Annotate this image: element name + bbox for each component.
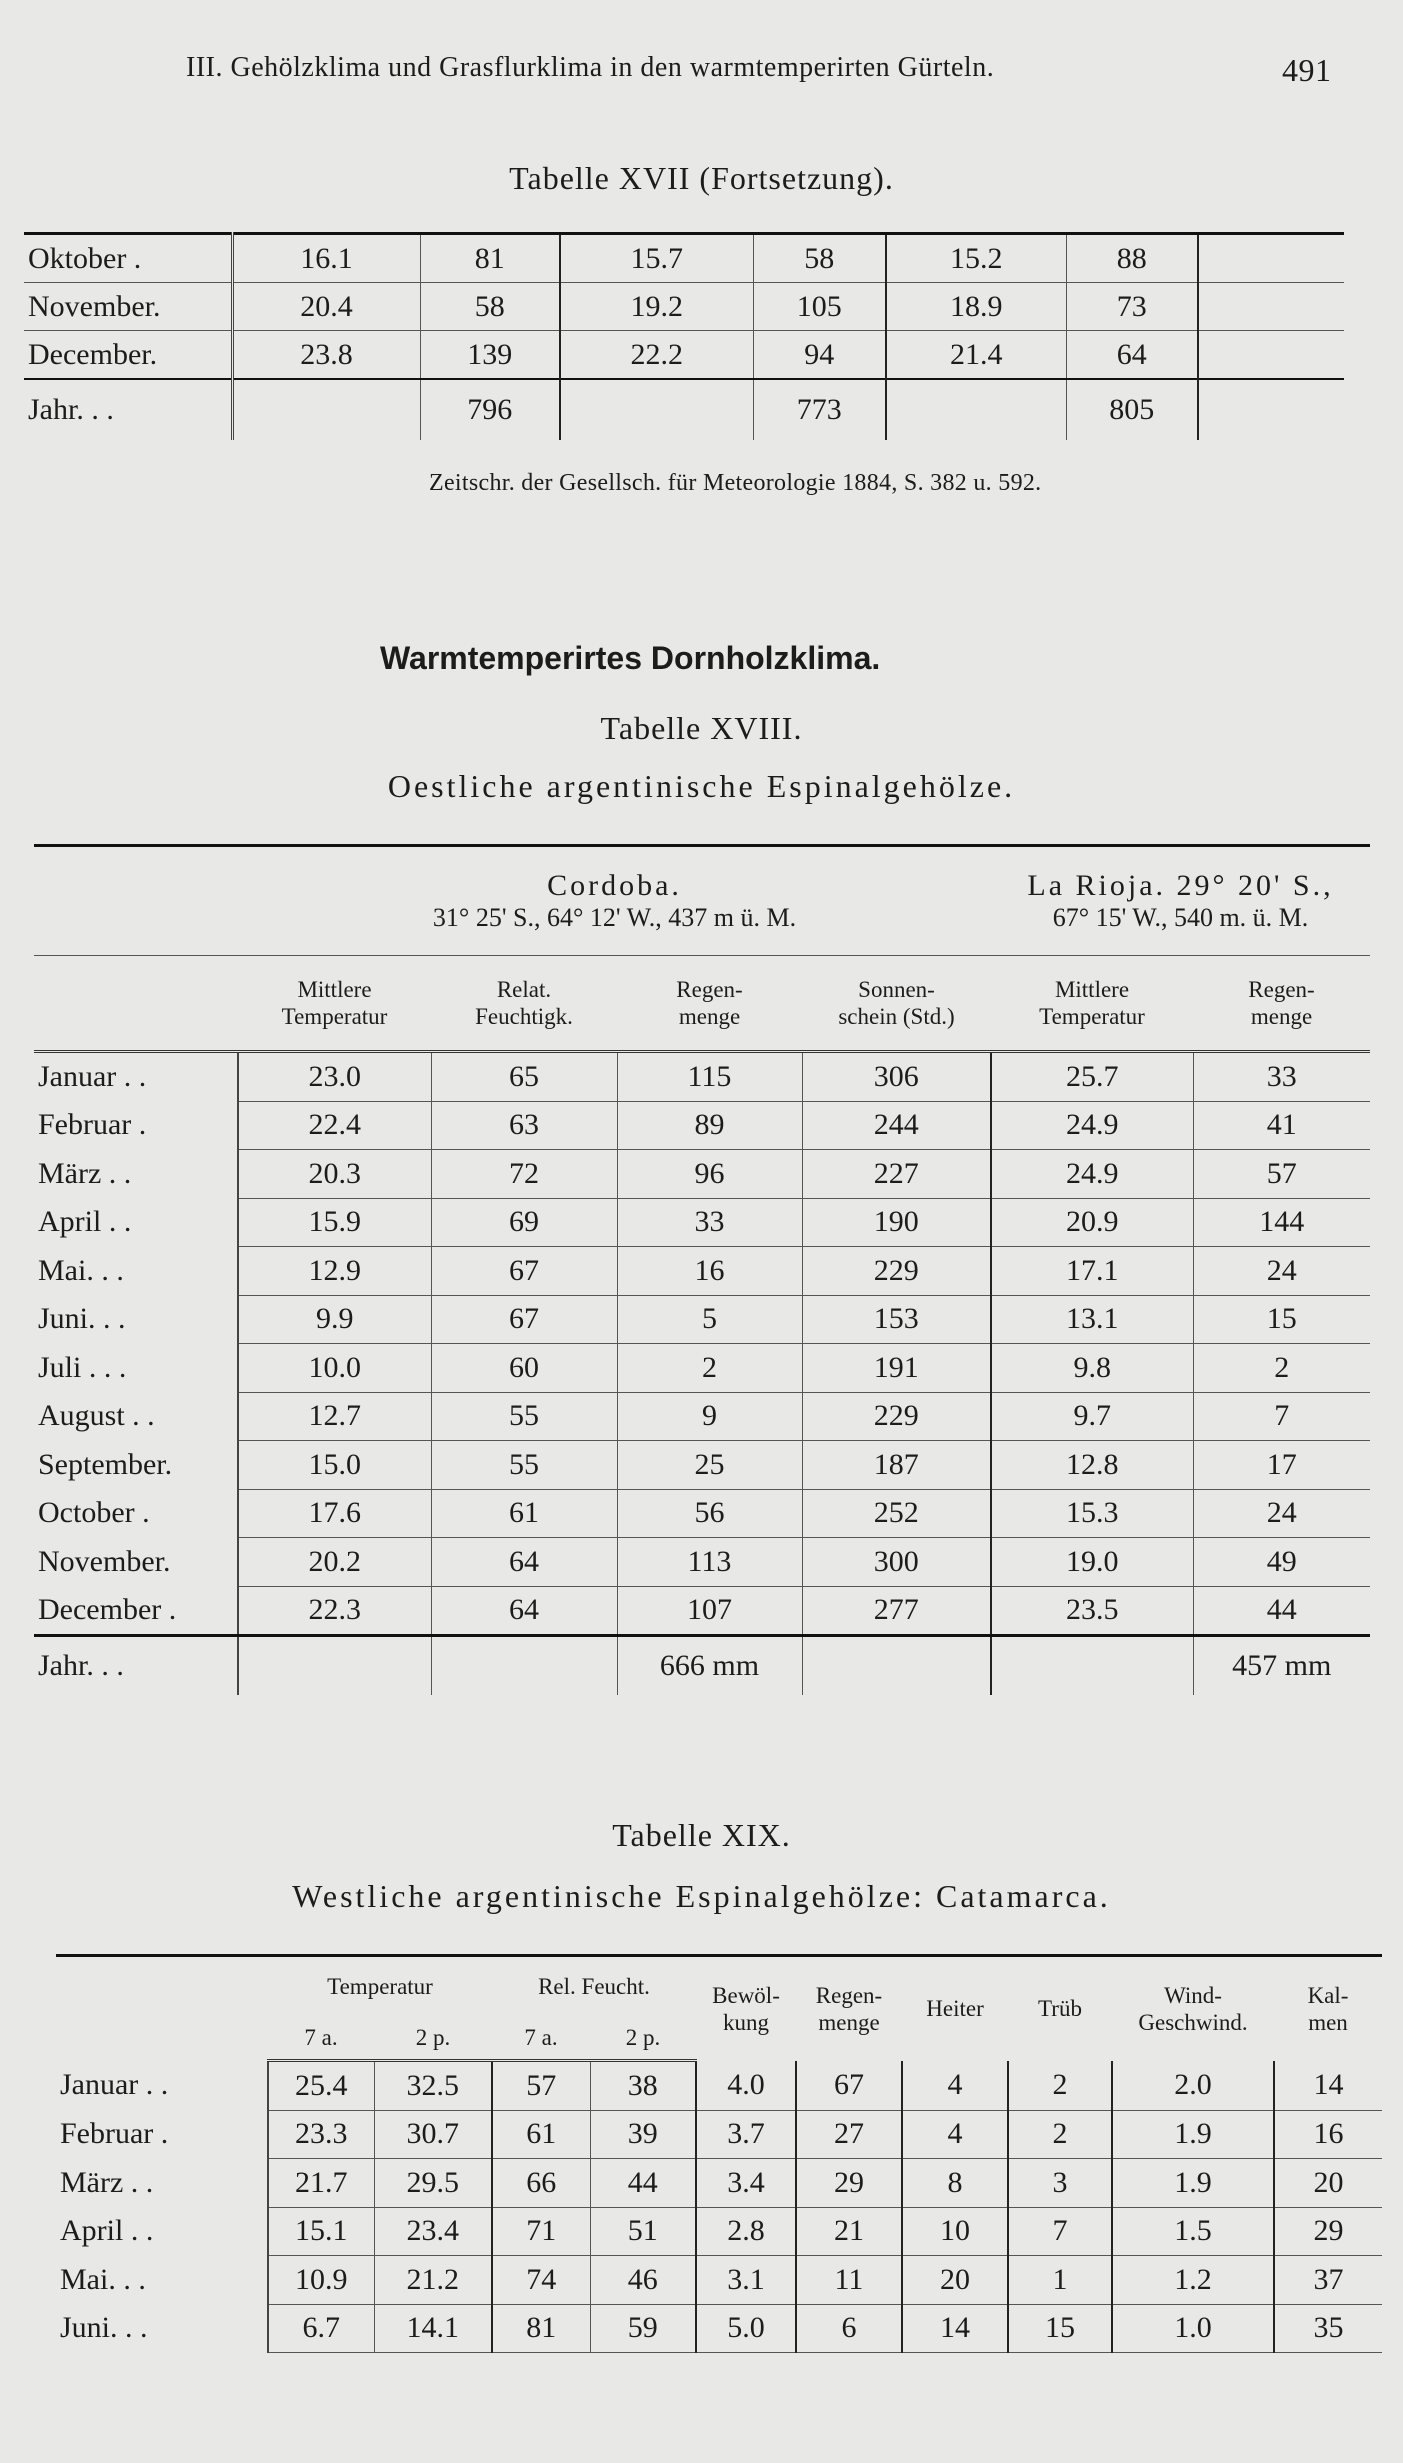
- table-cell: 23.3: [268, 2110, 374, 2159]
- table-cell: 64: [431, 1538, 617, 1587]
- table-cell: 39: [590, 2110, 696, 2159]
- table-cell: 17.6: [238, 1489, 431, 1538]
- table-cell: 58: [753, 234, 886, 283]
- column-header-line: Mittlere: [297, 977, 372, 1002]
- table-row: [34, 1150, 1370, 1199]
- row-label: October .: [34, 1489, 238, 1538]
- section-heading: Warmtemperirtes Dornholzklima.: [380, 640, 881, 676]
- table-row: [24, 283, 1344, 331]
- station-la-rioja-name: La Rioja. 29° 20' S.,: [1027, 869, 1334, 902]
- table19: [56, 1954, 1382, 2353]
- table-row: [56, 2061, 1382, 2111]
- header-feucht-7a: 7 a.: [492, 2015, 590, 2061]
- table-cell: 144: [1193, 1198, 1370, 1247]
- column-header-line: Mittlere: [1054, 977, 1130, 1002]
- table-cell: [991, 1636, 1193, 1696]
- table-cell: 19.0: [991, 1538, 1193, 1587]
- table-cell: 58: [420, 283, 560, 331]
- table-cell: 244: [802, 1101, 991, 1150]
- header-bewoelkung-line1: Bewöl-: [712, 1982, 780, 2008]
- table-cell: 229: [802, 1392, 991, 1441]
- column-header-line: schein (Std.): [838, 1004, 955, 1029]
- table-cell: 10.9: [268, 2256, 374, 2305]
- table-cell: 24: [1193, 1247, 1370, 1296]
- table-cell: 190: [802, 1198, 991, 1247]
- table-cell: 15: [1193, 1295, 1370, 1344]
- header-kalmen-line2: men: [1308, 2009, 1348, 2035]
- table-cell: 7: [1008, 2207, 1112, 2256]
- table-cell: 2: [1008, 2110, 1112, 2159]
- table-cell: 59: [590, 2304, 696, 2353]
- row-label: Jahr. . .: [24, 379, 232, 440]
- row-label: Mai. . .: [56, 2256, 268, 2305]
- table-cell: 25: [617, 1441, 802, 1490]
- table-cell: [802, 1636, 991, 1696]
- table-cell: 5.0: [696, 2304, 796, 2353]
- row-label: Februar .: [56, 2110, 268, 2159]
- table-cell: 4: [902, 2061, 1008, 2111]
- table-cell: 69: [431, 1198, 617, 1247]
- table-row: [24, 234, 1344, 283]
- table-cell: 4: [902, 2110, 1008, 2159]
- column-header-line: menge: [678, 1004, 741, 1029]
- table-cell: 3.4: [696, 2159, 796, 2208]
- table-row: [24, 331, 1344, 380]
- table-cell: 23.8: [232, 331, 420, 380]
- header-temp-2p: 2 p.: [374, 2015, 492, 2061]
- table-cell: 37: [1274, 2256, 1382, 2305]
- table-cell: 300: [802, 1538, 991, 1587]
- table-cell: 7: [1193, 1392, 1370, 1441]
- row-label: Jahr. . .: [34, 1636, 238, 1696]
- table-cell: 115: [617, 1052, 802, 1102]
- table-cell: 2.8: [696, 2207, 796, 2256]
- table-cell: 4.0: [696, 2061, 796, 2111]
- table-cell: 796: [420, 379, 560, 440]
- table-cell: 66: [492, 2159, 590, 2208]
- table-cell: 29: [796, 2159, 902, 2208]
- table-cell: 21.7: [268, 2159, 374, 2208]
- row-label: Februar .: [34, 1101, 238, 1150]
- table-cell: 3.7: [696, 2110, 796, 2159]
- row-label: November.: [24, 283, 232, 331]
- row-label: August . .: [34, 1392, 238, 1441]
- table-cell: 24.9: [991, 1101, 1193, 1150]
- table-cell: 65: [431, 1052, 617, 1102]
- row-label: Juli . . .: [34, 1344, 238, 1393]
- row-label: November.: [34, 1538, 238, 1587]
- table-cell: 10.0: [238, 1344, 431, 1393]
- table-cell: 805: [1066, 379, 1198, 440]
- table-row: [34, 1344, 1370, 1393]
- table19-corner: [56, 1956, 268, 2061]
- table19-title: Tabelle XIX.: [612, 1817, 791, 1853]
- table-cell: 107: [617, 1586, 802, 1636]
- table-row: [56, 2159, 1382, 2208]
- table-cell: 20.2: [238, 1538, 431, 1587]
- table-row: [56, 2207, 1382, 2256]
- table-row: [34, 1101, 1370, 1150]
- table-cell: 3: [1008, 2159, 1112, 2208]
- table-cell: 10: [902, 2207, 1008, 2256]
- table-cell: 89: [617, 1101, 802, 1150]
- table-row: [34, 1392, 1370, 1441]
- table18: [34, 844, 1370, 1695]
- table-cell: 73: [1066, 283, 1198, 331]
- table-cell: 9: [617, 1392, 802, 1441]
- table-cell: 306: [802, 1052, 991, 1102]
- table-cell: 15.1: [268, 2207, 374, 2256]
- table-cell: 1.2: [1112, 2256, 1274, 2305]
- table-cell: 23.5: [991, 1586, 1193, 1636]
- column-header-line: Regen-: [1248, 977, 1315, 1002]
- table-cell: 61: [431, 1489, 617, 1538]
- table-cell: 17.1: [991, 1247, 1193, 1296]
- table-cell: 22.2: [560, 331, 753, 380]
- table-cell: 71: [492, 2207, 590, 2256]
- table-cell: 1: [1008, 2256, 1112, 2305]
- table-row: [34, 1586, 1370, 1636]
- table-cell: 14.1: [374, 2304, 492, 2353]
- table-cell: 12.9: [238, 1247, 431, 1296]
- table-cell: 55: [431, 1392, 617, 1441]
- column-header-line: Relat.: [496, 977, 552, 1002]
- table-cell: 64: [1066, 331, 1198, 380]
- table-margin-cell: [1198, 379, 1344, 440]
- table-cell: 23.4: [374, 2207, 492, 2256]
- table-row-year: [24, 379, 1344, 440]
- table-cell: 1.5: [1112, 2207, 1274, 2256]
- table-cell: 12.7: [238, 1392, 431, 1441]
- table-cell: 44: [590, 2159, 696, 2208]
- table-cell: 139: [420, 331, 560, 380]
- column-header-line: Temperatur: [281, 1004, 388, 1029]
- row-label: December .: [34, 1586, 238, 1636]
- table-cell: 20.3: [238, 1150, 431, 1199]
- table-cell: 94: [753, 331, 886, 380]
- table-cell: 2.0: [1112, 2061, 1274, 2111]
- table-cell: 61: [492, 2110, 590, 2159]
- table-cell: 18.9: [886, 283, 1066, 331]
- table-cell: 88: [1066, 234, 1198, 283]
- running-head-title: III. Gehölzklima und Grasflurklima in den warmtemperirten Gürteln.: [186, 52, 995, 83]
- table-cell: 60: [431, 1344, 617, 1393]
- table-cell: 1.9: [1112, 2159, 1274, 2208]
- table-cell: 105: [753, 283, 886, 331]
- header-wind: [1112, 1956, 1274, 2061]
- table-cell: 252: [802, 1489, 991, 1538]
- table-cell: 67: [431, 1295, 617, 1344]
- table-cell: 17: [1193, 1441, 1370, 1490]
- table18-subtitle: Oestliche argentinische Espinalgehölze.: [387, 768, 1016, 804]
- column-header: [431, 956, 617, 1052]
- row-label: December.: [24, 331, 232, 380]
- table-cell: 81: [420, 234, 560, 283]
- header-regenmenge-line2: menge: [818, 2009, 880, 2035]
- table-cell: 9.7: [991, 1392, 1193, 1441]
- column-header-line: Feuchtigk.: [475, 1004, 573, 1029]
- table-cell: 41: [1193, 1101, 1370, 1150]
- table-cell: 22.3: [238, 1586, 431, 1636]
- row-label: Januar . .: [34, 1052, 238, 1102]
- row-label: März . .: [56, 2159, 268, 2208]
- column-header-line: menge: [1250, 1004, 1313, 1029]
- table-cell: 457 mm: [1193, 1636, 1370, 1696]
- header-kalmen-line1: Kal-: [1307, 1982, 1349, 2008]
- table-cell: [431, 1636, 617, 1696]
- table-cell: 20.4: [232, 283, 420, 331]
- table-cell: 14: [902, 2304, 1008, 2353]
- table-cell: 15: [1008, 2304, 1112, 2353]
- page-number: 491: [1282, 52, 1332, 88]
- table-cell: 2: [1008, 2061, 1112, 2111]
- table-cell: 22.4: [238, 1101, 431, 1150]
- header-bewoelkung-line2: kung: [723, 2009, 769, 2035]
- table-row: [56, 2256, 1382, 2305]
- table-cell: 5: [617, 1295, 802, 1344]
- table19-subtitle: Westliche argentinische Espinalgehölze: Catamarca.: [292, 1878, 1111, 1914]
- table-cell: 1.0: [1112, 2304, 1274, 2353]
- table-cell: 191: [802, 1344, 991, 1393]
- table-cell: 57: [1193, 1150, 1370, 1199]
- table-cell: 96: [617, 1150, 802, 1199]
- table-cell: 16: [1274, 2110, 1382, 2159]
- station-la-rioja: [991, 846, 1370, 956]
- table-cell: 12.8: [991, 1441, 1193, 1490]
- table-row: [56, 2304, 1382, 2353]
- table-margin-cell: [1198, 234, 1344, 283]
- column-header-line: Sonnen-: [858, 977, 935, 1002]
- table-margin-cell: [1198, 331, 1344, 380]
- table-cell: 21.4: [886, 331, 1066, 380]
- table-cell: 8: [902, 2159, 1008, 2208]
- row-label: Januar . .: [56, 2061, 268, 2111]
- table-cell: 30.7: [374, 2110, 492, 2159]
- table-cell: 14: [1274, 2061, 1382, 2111]
- table-row: [56, 2110, 1382, 2159]
- header-temp-7a: 7 a.: [268, 2015, 374, 2061]
- header-trueb: Trüb: [1038, 1996, 1082, 2022]
- header-wind-line2: Geschwind.: [1138, 2009, 1248, 2035]
- table-row: [34, 1489, 1370, 1538]
- table-row: [34, 1538, 1370, 1587]
- table-cell: 6: [796, 2304, 902, 2353]
- table-cell: 113: [617, 1538, 802, 1587]
- table17-title: Tabelle XVII (Fortsetzung).: [509, 160, 894, 196]
- table18-column-headers: [34, 956, 1370, 1052]
- table-margin-cell: [1198, 283, 1344, 331]
- table-row: [34, 1247, 1370, 1296]
- station-cordoba-name: Cordoba.: [547, 869, 682, 902]
- column-header: [238, 956, 431, 1052]
- table-cell: 21: [796, 2207, 902, 2256]
- table-cell: 187: [802, 1441, 991, 1490]
- table-cell: 3.1: [696, 2256, 796, 2305]
- table-cell: 9.9: [238, 1295, 431, 1344]
- table-cell: 24.9: [991, 1150, 1193, 1199]
- table-cell: 153: [802, 1295, 991, 1344]
- table-cell: 25.7: [991, 1052, 1193, 1102]
- column-header: [991, 956, 1193, 1052]
- table-cell: 29.5: [374, 2159, 492, 2208]
- row-label: Juni. . .: [34, 1295, 238, 1344]
- table-cell: 15.0: [238, 1441, 431, 1490]
- table-cell: 29: [1274, 2207, 1382, 2256]
- table-cell: 57: [492, 2061, 590, 2111]
- row-label: April . .: [34, 1198, 238, 1247]
- table18-header-corner: [34, 956, 238, 1052]
- table-cell: 56: [617, 1489, 802, 1538]
- table-cell: 2: [617, 1344, 802, 1393]
- table-cell: 15.2: [886, 234, 1066, 283]
- table-cell: 24: [1193, 1489, 1370, 1538]
- header-wind-line1: Wind-: [1164, 1982, 1222, 2008]
- header-regenmenge-line1: Regen-: [815, 1982, 883, 2008]
- table-cell: 72: [431, 1150, 617, 1199]
- table-cell: 49: [1193, 1538, 1370, 1587]
- station-cordoba-coords: 31° 25' S., 64° 12' W., 437 m ü. M.: [432, 903, 797, 932]
- header-kalmen: [1274, 1956, 1382, 2061]
- table-cell: 16.1: [232, 234, 420, 283]
- table-cell: [238, 1636, 431, 1696]
- row-label: März . .: [34, 1150, 238, 1199]
- table-cell: 64: [431, 1586, 617, 1636]
- table-cell: 33: [1193, 1052, 1370, 1102]
- table-cell: 74: [492, 2256, 590, 2305]
- row-label: Juni. . .: [56, 2304, 268, 2353]
- table-cell: 1.9: [1112, 2110, 1274, 2159]
- table-cell: 20: [902, 2256, 1008, 2305]
- table-cell: 33: [617, 1198, 802, 1247]
- table-cell: 23.0: [238, 1052, 431, 1102]
- table-cell: 35: [1274, 2304, 1382, 2353]
- table-cell: 229: [802, 1247, 991, 1296]
- table-row: [34, 1441, 1370, 1490]
- table-cell: 20: [1274, 2159, 1382, 2208]
- row-label: Mai. . .: [34, 1247, 238, 1296]
- row-label: Oktober .: [24, 234, 232, 283]
- table-cell: [560, 379, 753, 440]
- table-cell: 32.5: [374, 2061, 492, 2111]
- row-label: September.: [34, 1441, 238, 1490]
- table-row: [34, 1052, 1370, 1102]
- table-cell: 67: [431, 1247, 617, 1296]
- table-cell: 51: [590, 2207, 696, 2256]
- table-cell: 81: [492, 2304, 590, 2353]
- table17: [24, 232, 1344, 440]
- station-cordoba: [238, 846, 991, 956]
- table-cell: 21.2: [374, 2256, 492, 2305]
- table-cell: 2: [1193, 1344, 1370, 1393]
- table-cell: 55: [431, 1441, 617, 1490]
- column-header-line: Temperatur: [1039, 1004, 1145, 1029]
- header-heiter: Heiter: [926, 1996, 984, 2022]
- header-rel-feucht: Rel. Feucht.: [538, 1973, 650, 1999]
- header-feucht-2p: 2 p.: [590, 2015, 696, 2061]
- station-la-rioja-coords: 67° 15' W., 540 m. ü. M.: [1052, 903, 1309, 932]
- table-cell: 6.7: [268, 2304, 374, 2353]
- table-cell: 13.1: [991, 1295, 1193, 1344]
- header-regenmenge: [796, 1956, 902, 2061]
- table-cell: 27: [796, 2110, 902, 2159]
- table17-source: Zeitschr. der Gesellsch. für Meteorologie 1884, S. 382 u. 592.: [429, 470, 1042, 496]
- table-cell: 44: [1193, 1586, 1370, 1636]
- table-cell: 15.7: [560, 234, 753, 283]
- table-row: [34, 1198, 1370, 1247]
- table18-title: Tabelle XVIII.: [600, 710, 803, 746]
- table-row-year: [34, 1636, 1370, 1696]
- row-label: April . .: [56, 2207, 268, 2256]
- header-temperatur: Temperatur: [327, 1973, 433, 1999]
- table-cell: 20.9: [991, 1198, 1193, 1247]
- table-cell: 38: [590, 2061, 696, 2111]
- table-cell: 9.8: [991, 1344, 1193, 1393]
- column-header: [802, 956, 991, 1052]
- table-cell: 773: [753, 379, 886, 440]
- table-cell: 227: [802, 1150, 991, 1199]
- table-cell: [886, 379, 1066, 440]
- table-cell: 15.9: [238, 1198, 431, 1247]
- table-cell: 63: [431, 1101, 617, 1150]
- table-cell: 16: [617, 1247, 802, 1296]
- table-cell: 15.3: [991, 1489, 1193, 1538]
- column-header: [617, 956, 802, 1052]
- table-cell: 46: [590, 2256, 696, 2305]
- column-header: [1193, 956, 1370, 1052]
- column-header-line: Regen-: [676, 977, 743, 1002]
- table-row: [34, 1295, 1370, 1344]
- table-cell: 19.2: [560, 283, 753, 331]
- table-cell: 25.4: [268, 2061, 374, 2111]
- table-cell: [232, 379, 420, 440]
- table-cell: 67: [796, 2061, 902, 2111]
- table18-corner: [34, 846, 238, 956]
- table-cell: 277: [802, 1586, 991, 1636]
- table-cell: 666 mm: [617, 1636, 802, 1696]
- header-bewoelkung: [696, 1956, 796, 2061]
- table-cell: 11: [796, 2256, 902, 2305]
